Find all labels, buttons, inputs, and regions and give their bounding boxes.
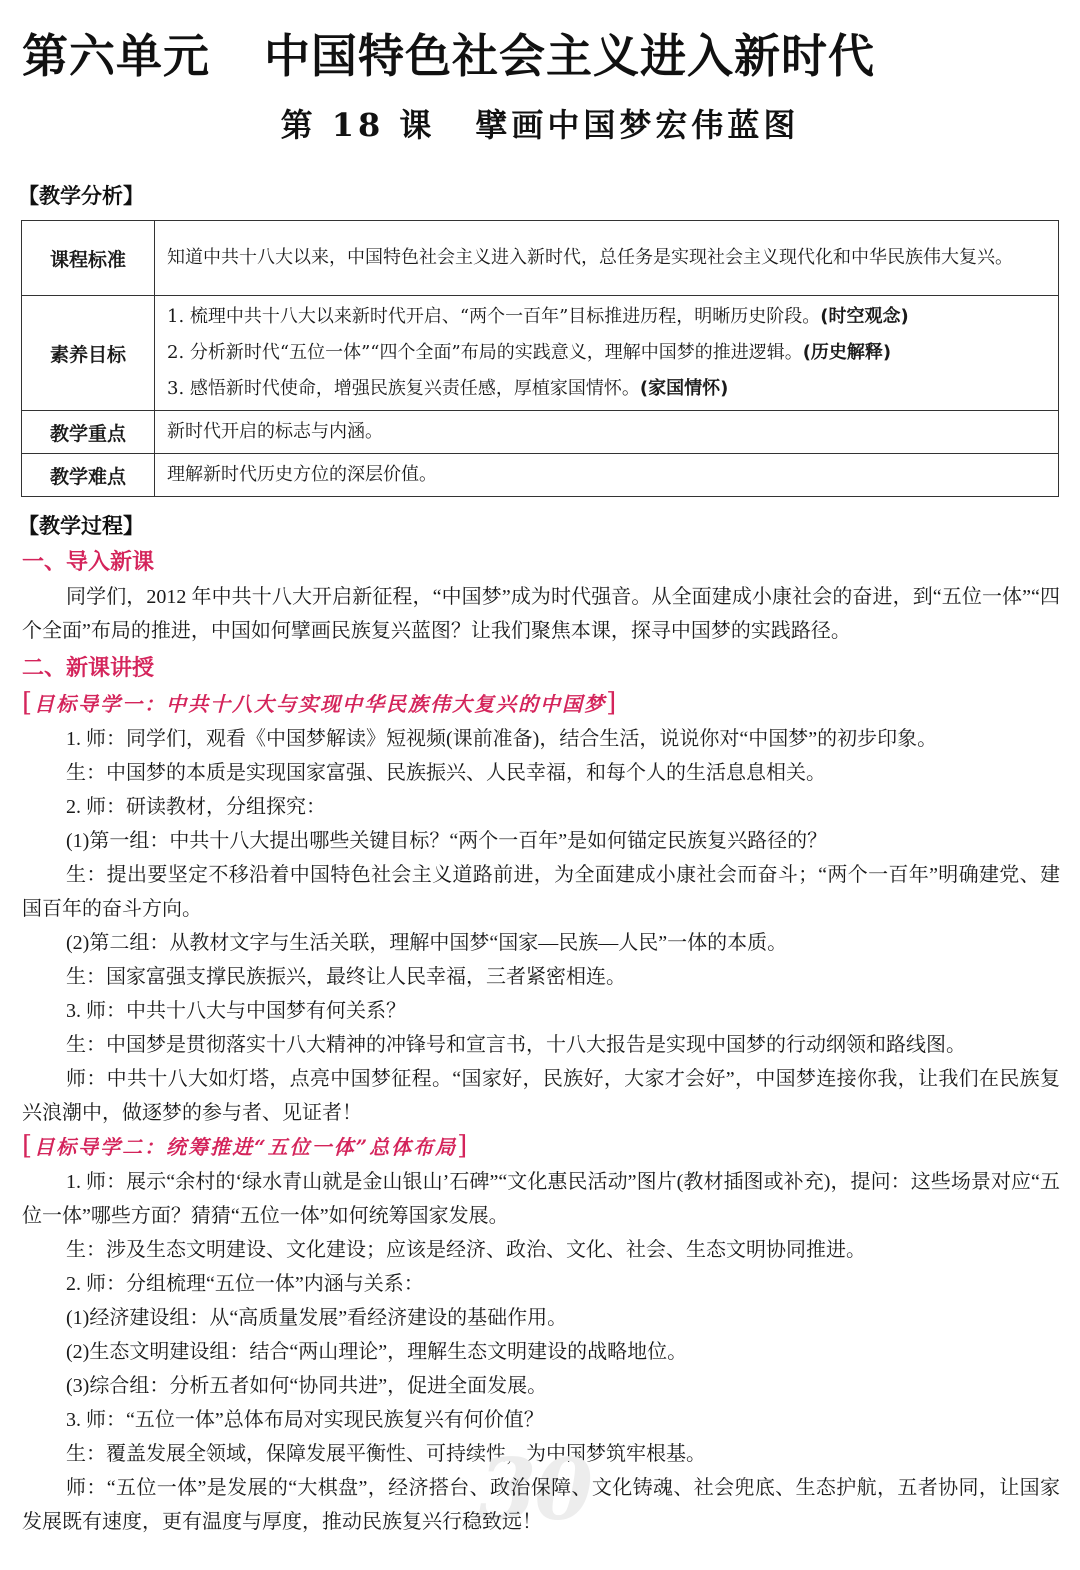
row-value: 新时代开启的标志与内涵。 xyxy=(155,411,1059,454)
paragraph: 3. 师：“五位一体”总体布局对实现民族复兴有何价值？ xyxy=(66,1409,544,1431)
section-heading: 二、新课讲授 xyxy=(22,656,155,681)
paragraph: 生：覆盖发展全领域，保障发展平衡性、可持续性，为中国梦筑牢根基。 xyxy=(66,1443,706,1465)
paragraph: 生：中国梦的本质是实现国家富强、民族振兴、人民幸福，和每个人的生活息息相关。 xyxy=(66,762,826,784)
analysis-heading: 【教学分析】 xyxy=(18,184,144,208)
paragraph: 生：提出要坚定不移沿着中国特色社会主义道路前进，为全面建成小康社会而奋斗；“两个一百年”明确建党、建国百年的奋斗方向。 xyxy=(22,864,1060,920)
paragraph: 1. 师：展示“余村的‘绿水青山就是金山银山’石碑”“文化惠民活动”图片(教材插图或补充)，提问：这些场景对应“五位一体”哪些方面？猜猜“五位一体”如何统筹国家发展。 xyxy=(22,1171,1060,1227)
row-label: 课程标准 xyxy=(22,221,155,296)
row-value: 知道中共十八大以来，中国特色社会主义进入新时代，总任务是实现社会主义现代化和中华民族伟大复兴。 xyxy=(155,221,1059,296)
paragraph: 生：中国梦是贯彻落实十八大精神的冲锋号和宣言书，十八大报告是实现中国梦的行动纲领和路线图。 xyxy=(66,1034,966,1056)
goal-heading: [目标导学一：中共十八大与实现中华民族伟大复兴的中国梦] xyxy=(22,688,619,718)
table-row xyxy=(22,411,1059,454)
paragraph: 同学们，2012 年中共十八大开启新征程，“中国梦”成为时代强音。从全面建成小康社会的奋进，到“五位一体”“四个全面”布局的推进，中国如何擘画民族复兴蓝图？让我们聚焦本课，探寻中国梦的实践路径。 xyxy=(22,586,1060,642)
paragraph: (3)综合组：分析五者如何“协同共进”，促进全面发展。 xyxy=(66,1375,548,1397)
paragraph: 3. 师：中共十八大与中国梦有何关系？ xyxy=(66,1000,406,1022)
paragraph: 2. 师：分组梳理“五位一体”内涵与关系： xyxy=(66,1273,424,1295)
paragraph: 1. 师：同学们，观看《中国梦解读》短视频(课前准备)，结合生活，说说你对“中国梦”的初步印象。 xyxy=(66,728,938,750)
row-value: 理解新时代历史方位的深层价值。 xyxy=(155,454,1059,497)
paragraph: (2)生态文明建设组：结合“两山理论”，理解生态文明建设的战略地位。 xyxy=(66,1341,688,1363)
table-row xyxy=(22,296,1059,411)
row-label: 教学重点 xyxy=(22,411,155,454)
goal-tag: (时空观念) xyxy=(820,306,909,327)
unit-title xyxy=(22,20,875,86)
analysis-table xyxy=(21,220,1059,497)
goal-tag: (历史解释) xyxy=(802,342,892,363)
paragraph: (1)第一组：中共十八大提出哪些关键目标？“两个一百年”是如何锚定民族复兴路径的？ xyxy=(66,830,828,852)
goal-line: 1. 梳理中共十八大以来新时代开启、“两个一百年”目标推进历程，明晰历史阶段。(时空观念) xyxy=(167,306,909,327)
paragraph: 生：国家富强支撑民族振兴，最终让人民幸福，三者紧密相连。 xyxy=(66,966,626,988)
paragraph: 2. 师：研读教材，分组探究： xyxy=(66,796,326,818)
process-heading: 【教学过程】 xyxy=(18,514,144,538)
row-label: 素养目标 xyxy=(22,296,155,411)
paragraph: 生：涉及生态文明建设、文化建设；应该是经济、政治、文化、社会、生态文明协同推进。 xyxy=(66,1239,866,1261)
paragraph: (2)第二组：从教材文字与生活关联，理解中国梦“国家—民族—人民”一体的本质。 xyxy=(66,932,788,954)
goal-line: 3. 感悟新时代使命，增强民族复兴责任感，厚植家国情怀。(家国情怀) xyxy=(167,378,729,399)
paragraph: 师：中共十八大如灯塔，点亮中国梦征程。“国家好，民族好，大家才会好”，中国梦连接你我，让我们在民族复兴浪潮中，做逐梦的参与者、见证者！ xyxy=(22,1068,1060,1124)
lesson-name: 擘画中国梦宏伟蓝图 xyxy=(475,106,800,144)
paragraph: (1)经济建设组：从“高质量发展”看经济建设的基础作用。 xyxy=(66,1307,568,1329)
goal-heading: [目标导学二：统筹推进“五位一体”总体布局] xyxy=(22,1131,470,1161)
table-row xyxy=(22,454,1059,497)
lesson-title xyxy=(0,100,1080,146)
lesson-label: 第 18 课 xyxy=(280,106,436,144)
row-value xyxy=(155,296,1059,411)
table-row xyxy=(22,221,1059,296)
paragraph: 师：“五位一体”是发展的“大棋盘”，经济搭台、政治保障、文化铸魂、社会兜底、生态护航，五者协同，让国家发展既有速度，更有温度与厚度，推动民族复兴行稳致远！ xyxy=(22,1477,1060,1533)
unit-label: 第六单元 xyxy=(22,29,210,83)
row-label: 教学难点 xyxy=(22,454,155,497)
goal-tag: (家国情怀) xyxy=(639,378,729,399)
unit-name: 中国特色社会主义进入新时代 xyxy=(264,29,875,83)
section-heading: 一、导入新课 xyxy=(22,550,155,575)
page-number: 30 xyxy=(478,1440,591,1539)
goal-line: 2. 分析新时代“五位一体”“四个全面”布局的实践意义，理解中国梦的推进逻辑。(历史解释) xyxy=(167,342,892,363)
